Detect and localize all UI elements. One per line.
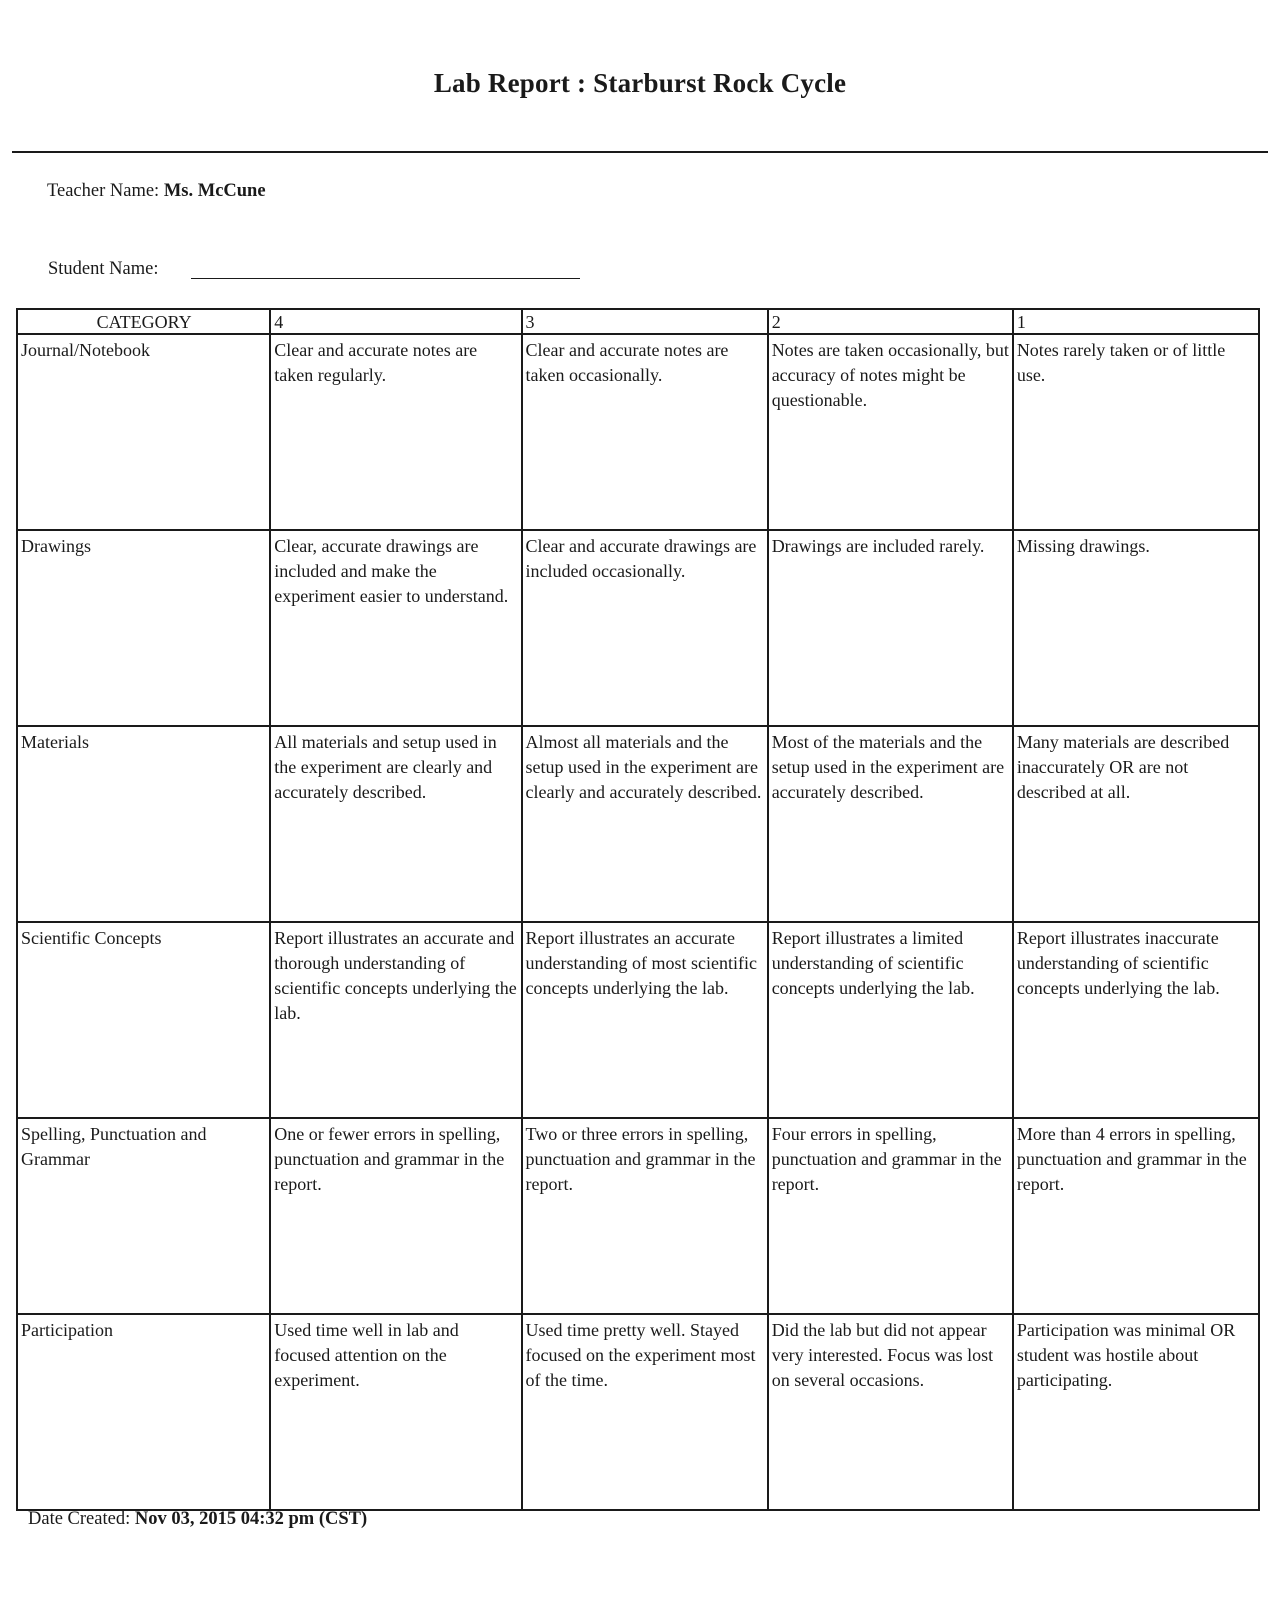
category-cell: Journal/Notebook [17,334,270,530]
category-cell: Participation [17,1314,270,1510]
score-1-cell: Report illustrates inaccurate understanding of scientific concepts underlying the lab. [1013,922,1259,1118]
score-4-cell: Clear, accurate drawings are included and make the experiment easier to understand. [270,530,521,726]
score-4-cell: All materials and setup used in the experiment are clearly and accurately described. [270,726,521,922]
score-1-cell: More than 4 errors in spelling, punctuation and grammar in the report. [1013,1118,1259,1314]
header-category: CATEGORY [17,309,270,334]
category-cell: Materials [17,726,270,922]
score-1-cell: Many materials are described inaccurately OR are not described at all. [1013,726,1259,922]
category-cell: Spelling, Punctuation and Grammar [17,1118,270,1314]
rubric-row-participation [17,1314,1259,1510]
page-title: Lab Report : Starburst Rock Cycle [433,68,847,98]
score-2-cell: Most of the materials and the setup used in the experiment are accurately described. [768,726,1013,922]
score-1-cell: Missing drawings. [1013,530,1259,726]
score-3-cell: Report illustrates an accurate understanding of most scientific concepts underlying the lab. [522,922,768,1118]
category-cell: Scientific Concepts [17,922,270,1118]
score-3-cell: Used time pretty well. Stayed focused on the experiment most of the time. [522,1314,768,1510]
score-4-cell: Report illustrates an accurate and thorough understanding of scientific concepts underlying the lab. [270,922,521,1118]
score-2-cell: Notes are taken occasionally, but accuracy of notes might be questionable. [768,334,1013,530]
rubric-row-materials [17,726,1259,922]
score-3-cell: Clear and accurate notes are taken occasionally. [522,334,768,530]
student-name-blank [191,278,580,279]
category-cell: Drawings [17,530,270,726]
score-2-cell: Report illustrates a limited understanding of scientific concepts underlying the lab. [768,922,1013,1118]
score-2-cell: Did the lab but did not appear very interested. Focus was lost on several occasions. [768,1314,1013,1510]
score-2-cell: Drawings are included rarely. [768,530,1013,726]
header-score-1: 1 [1013,309,1259,334]
rubric-row-scientific-concepts [17,922,1259,1118]
score-1-cell: Participation was minimal OR student was hostile about participating. [1013,1314,1259,1510]
score-1-cell: Notes rarely taken or of little use. [1013,334,1259,530]
rubric-table [16,308,1260,1511]
rubric-row-journal-notebook [17,334,1259,530]
rubric-row-spelling-punctuation-grammar [17,1118,1259,1314]
score-4-cell: Used time well in lab and focused attention on the experiment. [270,1314,521,1510]
score-3-cell: Clear and accurate drawings are included occasionally. [522,530,768,726]
score-4-cell: Clear and accurate notes are taken regularly. [270,334,521,530]
header-score-4: 4 [270,309,521,334]
title-divider [12,151,1268,153]
score-2-cell: Four errors in spelling, punctuation and grammar in the report. [768,1118,1013,1314]
date-created-line [28,1509,367,1530]
score-4-cell: One or fewer errors in spelling, punctuation and grammar in the report. [270,1118,521,1314]
date-created-value: Nov 03, 2015 04:32 pm (CST) [134,1509,368,1529]
header-score-3: 3 [522,309,768,334]
student-name-label: Student Name: [48,259,159,279]
teacher-name-value: Ms. McCune [163,181,266,201]
teacher-name-line [47,181,266,202]
date-created-label: Date Created: [28,1509,131,1529]
header-score-2: 2 [768,309,1013,334]
score-3-cell: Two or three errors in spelling, punctuation and grammar in the report. [522,1118,768,1314]
score-3-cell: Almost all materials and the setup used in the experiment are clearly and accurately described. [522,726,768,922]
rubric-row-drawings [17,530,1259,726]
rubric-header-row [17,309,1259,334]
teacher-name-label: Teacher Name: [47,181,160,201]
